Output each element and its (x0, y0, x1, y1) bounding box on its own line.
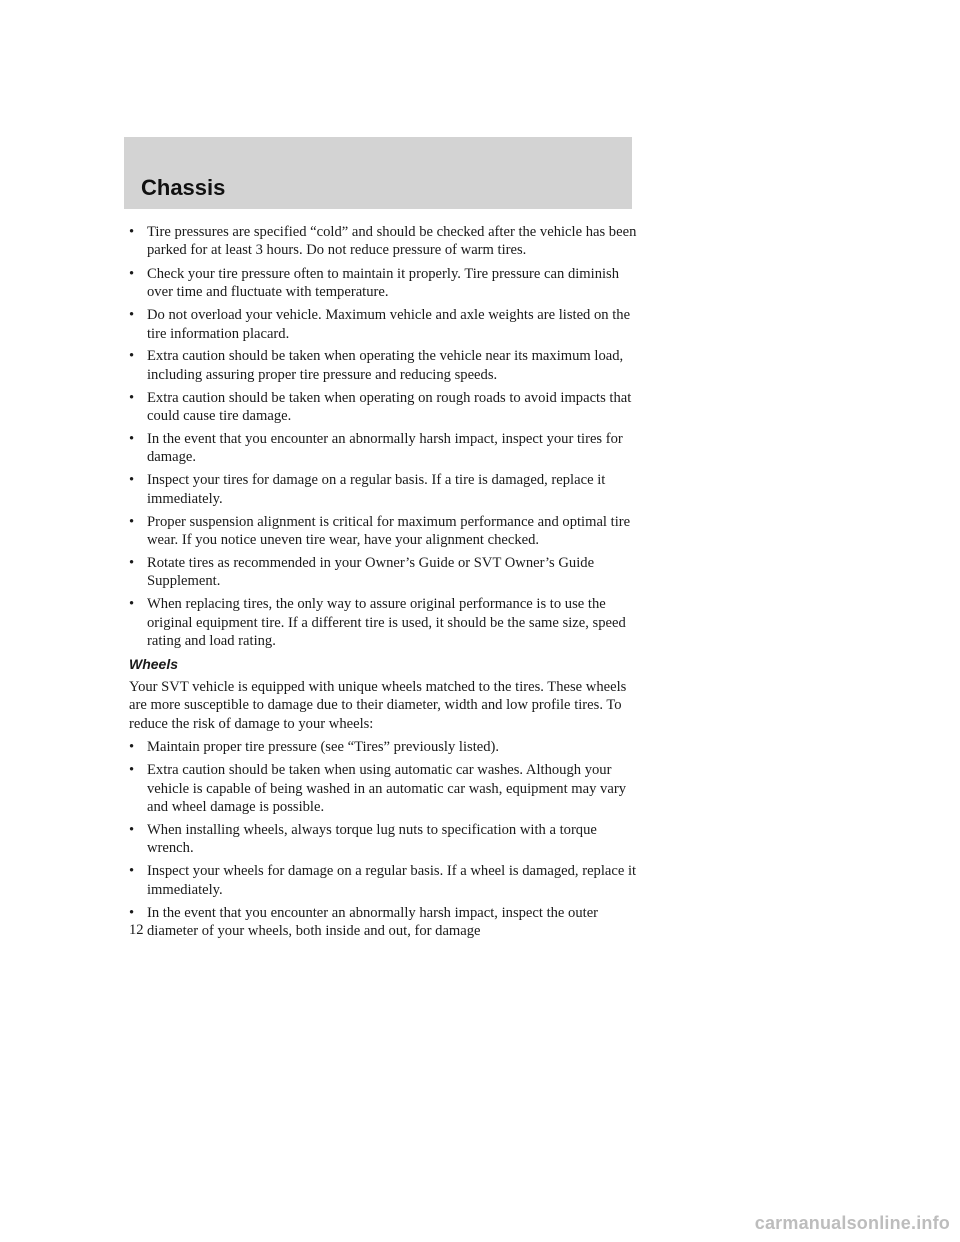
bullet-icon: • (129, 863, 135, 880)
list-item-text: Inspect your tires for damage on a regular basis. If a tire is damaged, replace it immediately. (147, 472, 606, 507)
wheel-guidelines-list (129, 738, 639, 940)
page-content (129, 223, 639, 945)
bullet-icon: • (129, 389, 135, 406)
tire-guidelines-list (129, 223, 639, 651)
list-item (129, 265, 639, 302)
section-title: Chassis (141, 175, 226, 200)
bullet-icon: • (129, 739, 135, 756)
list-item (129, 471, 639, 508)
list-item-text: Extra caution should be taken when operating the vehicle near its maximum load, including assuring proper tire pressure and reducing speeds. (147, 348, 624, 383)
list-item (129, 513, 639, 550)
page-number: 12 (129, 922, 144, 938)
bullet-icon: • (129, 224, 135, 240)
bullet-icon: • (129, 265, 135, 282)
list-item-text: In the event that you encounter an abnormally harsh impact, inspect the outer diameter of your wheels, both inside and out, for damage (147, 904, 599, 939)
list-item (129, 430, 639, 467)
list-item (129, 761, 639, 816)
list-item (129, 347, 639, 384)
list-item (129, 306, 639, 343)
bullet-icon: • (129, 431, 135, 448)
list-item (129, 738, 639, 756)
list-item (129, 223, 639, 260)
list-item-text: Inspect your wheels for damage on a regular basis. If a wheel is damaged, replace it immediately. (147, 863, 637, 898)
bullet-icon: • (129, 596, 135, 613)
list-item-text: Tire pressures are specified “cold” and should be checked after the vehicle has been parked for at least 3 hours. Do not reduce pressure of warm tires. (147, 224, 637, 259)
list-item-text: When replacing tires, the only way to assure original performance is to use the original equipment tire. If a different tire is used, it should be the same size, speed rating and load rating. (147, 596, 626, 650)
list-item (129, 821, 639, 858)
bullet-icon: • (129, 348, 135, 365)
list-item (129, 389, 639, 426)
bullet-icon: • (129, 904, 135, 921)
wheels-heading: Wheels (129, 656, 179, 673)
list-item-text: In the event that you encounter an abnormally harsh impact, inspect your tires for damage. (147, 431, 623, 466)
bullet-icon: • (129, 513, 135, 530)
list-item-text: Extra caution should be taken when operating on rough roads to avoid impacts that could cause tire damage. (147, 389, 632, 425)
bullet-icon: • (129, 472, 135, 489)
list-item (129, 862, 639, 899)
bullet-icon: • (129, 821, 135, 838)
bullet-icon: • (129, 762, 135, 779)
bullet-icon: • (129, 307, 135, 324)
list-item (129, 904, 639, 941)
site-watermark: carmanualsonline.info (754, 1213, 950, 1233)
list-item-text: Proper suspension alignment is critical for maximum performance and optimal tire wear. If you notice uneven tire wear, have your alignment checked. (147, 513, 631, 549)
bullet-icon: • (129, 555, 135, 571)
list-item (129, 595, 639, 650)
list-item-text: Rotate tires as recommended in your Owner’s Guide or SVT Owner’s Guide Supplement. (147, 555, 595, 590)
list-item-text: When installing wheels, always torque lug nuts to specification with a torque wrench. (147, 821, 597, 857)
list-item-text: Maintain proper tire pressure (see “Tires” previously listed). (147, 739, 500, 756)
list-item-text: Extra caution should be taken when using automatic car washes. Although your vehicle is capable of being washed in an automatic car wash, equipment may vary and wheel damage is possible. (147, 762, 626, 815)
list-item (129, 554, 639, 591)
wheels-intro-paragraph: Your SVT vehicle is equipped with unique wheels matched to the tires. These wheels are more susceptible to damage due to their diameter, width and low profile tires. To reduce the risk of damage to your wheels: (129, 679, 627, 732)
list-item-text: Do not overload your vehicle. Maximum vehicle and axle weights are listed on the tire information placard. (147, 307, 631, 342)
list-item-text: Check your tire pressure often to maintain it properly. Tire pressure can diminish over time and fluctuate with temperature. (147, 265, 620, 301)
